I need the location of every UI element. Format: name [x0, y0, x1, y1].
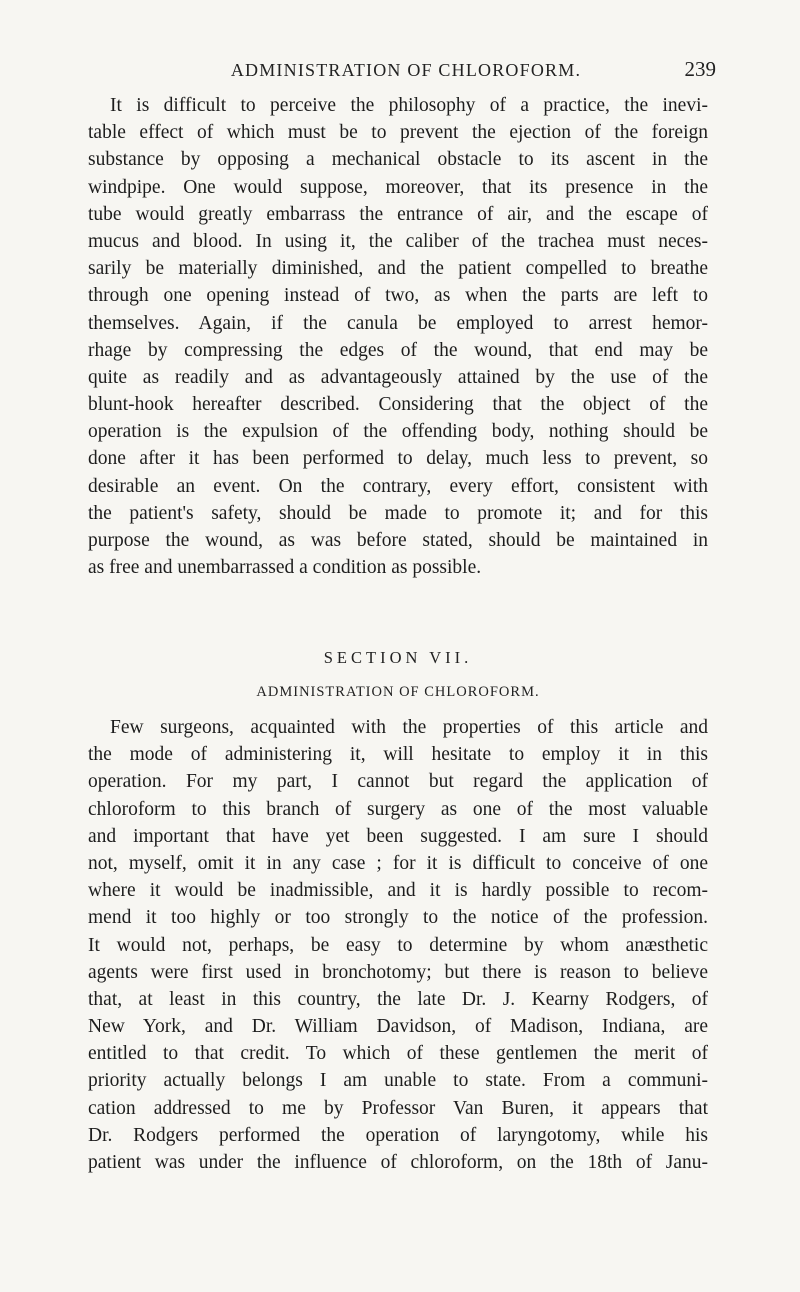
text-line: table effect of which must be to prevent the ejection of the foreign	[88, 122, 708, 144]
text-line: not, myself, omit it in any case ; for it is difficult to conceive of one	[88, 852, 708, 874]
text-line: as free and unembarrassed a condition as possible.	[88, 557, 482, 579]
section-title: ADMINISTRATION OF CHLOROFORM.	[256, 684, 540, 700]
text-line: cation addressed to me by Professor Van Buren, it appears that	[88, 1097, 708, 1119]
text-line: agents were first used in bronchotomy; but there is reason to believe	[88, 961, 708, 983]
text-line: that, at least in this country, the late Dr. J. Kearny Rodgers, of	[88, 988, 708, 1010]
text-line: mend it too highly or too strongly to the notice of the profession.	[88, 907, 708, 929]
text-line: priority actually belongs I am unable to state. From a communi-	[88, 1070, 708, 1092]
text-line: themselves. Again, if the canula be employed to arrest hemor-	[88, 312, 708, 334]
text-line: through one opening instead of two, as when the parts are left to	[88, 285, 708, 307]
text-line: patient was under the influence of chloroform, on the 18th of Janu-	[88, 1152, 708, 1173]
text-line: where it would be inadmissible, and it is hardly possible to recom-	[88, 880, 708, 902]
text-line: desirable an event. On the contrary, every effort, consistent with	[88, 475, 708, 497]
text-line: entitled to that credit. To which of these gentlemen the merit of	[88, 1043, 708, 1065]
text-line: Dr. Rodgers performed the operation of laryngotomy, while his	[88, 1124, 708, 1146]
text-line: operation is the expulsion of the offending body, nothing should be	[88, 421, 708, 443]
text-line: New York, and Dr. William Davidson, of Madison, Indiana, are	[88, 1016, 708, 1038]
text-line: operation. For my part, I cannot but regard the application of	[88, 771, 708, 793]
text-line: substance by opposing a mechanical obstacle to its ascent in the	[88, 149, 708, 171]
text-line: quite as readily and as advantageously attained by the use of the	[88, 366, 708, 388]
text-line: rhage by compressing the edges of the wound, that end may be	[88, 339, 708, 361]
text-line: Few surgeons, acquainted with the properties of this article and	[110, 717, 708, 738]
text-line: the patient's safety, should be made to promote it; and for this	[88, 502, 708, 524]
text-line: chloroform to this branch of surgery as one of the most valuable	[88, 798, 708, 820]
text-line: tube would greatly embarrass the entrance of air, and the escape of	[88, 203, 708, 225]
text-line: blunt-hook hereafter described. Considering that the object of the	[88, 394, 708, 416]
text-line: It is difficult to perceive the philosophy of a practice, the inevi-	[110, 95, 708, 116]
paragraph-chloroform	[88, 714, 708, 1176]
text-line: the mode of administering it, will hesitate to employ it in this	[88, 744, 708, 766]
text-line: done after it has been performed to delay, much less to prevent, so	[88, 448, 708, 470]
section-heading: SECTION VII.	[323, 648, 473, 667]
text-line: and important that have yet been suggested. I am sure I should	[88, 825, 708, 847]
text-line: It would not, perhaps, be easy to determine by whom anæsthetic	[88, 934, 708, 956]
text-line: windpipe. One would suppose, moreover, that its presence in the	[88, 176, 708, 198]
running-head: ADMINISTRATION OF CHLOROFORM.	[230, 60, 582, 80]
text-line: purpose the wound, as was before stated, should be maintained in	[88, 530, 708, 551]
text-line: mucus and blood. In using it, the caliber of the trachea must neces-	[88, 230, 708, 252]
text-line: sarily be materially diminished, and the patient compelled to breathe	[88, 258, 708, 280]
page-number: 239	[684, 57, 716, 81]
paragraph-canula-practice	[88, 92, 708, 581]
